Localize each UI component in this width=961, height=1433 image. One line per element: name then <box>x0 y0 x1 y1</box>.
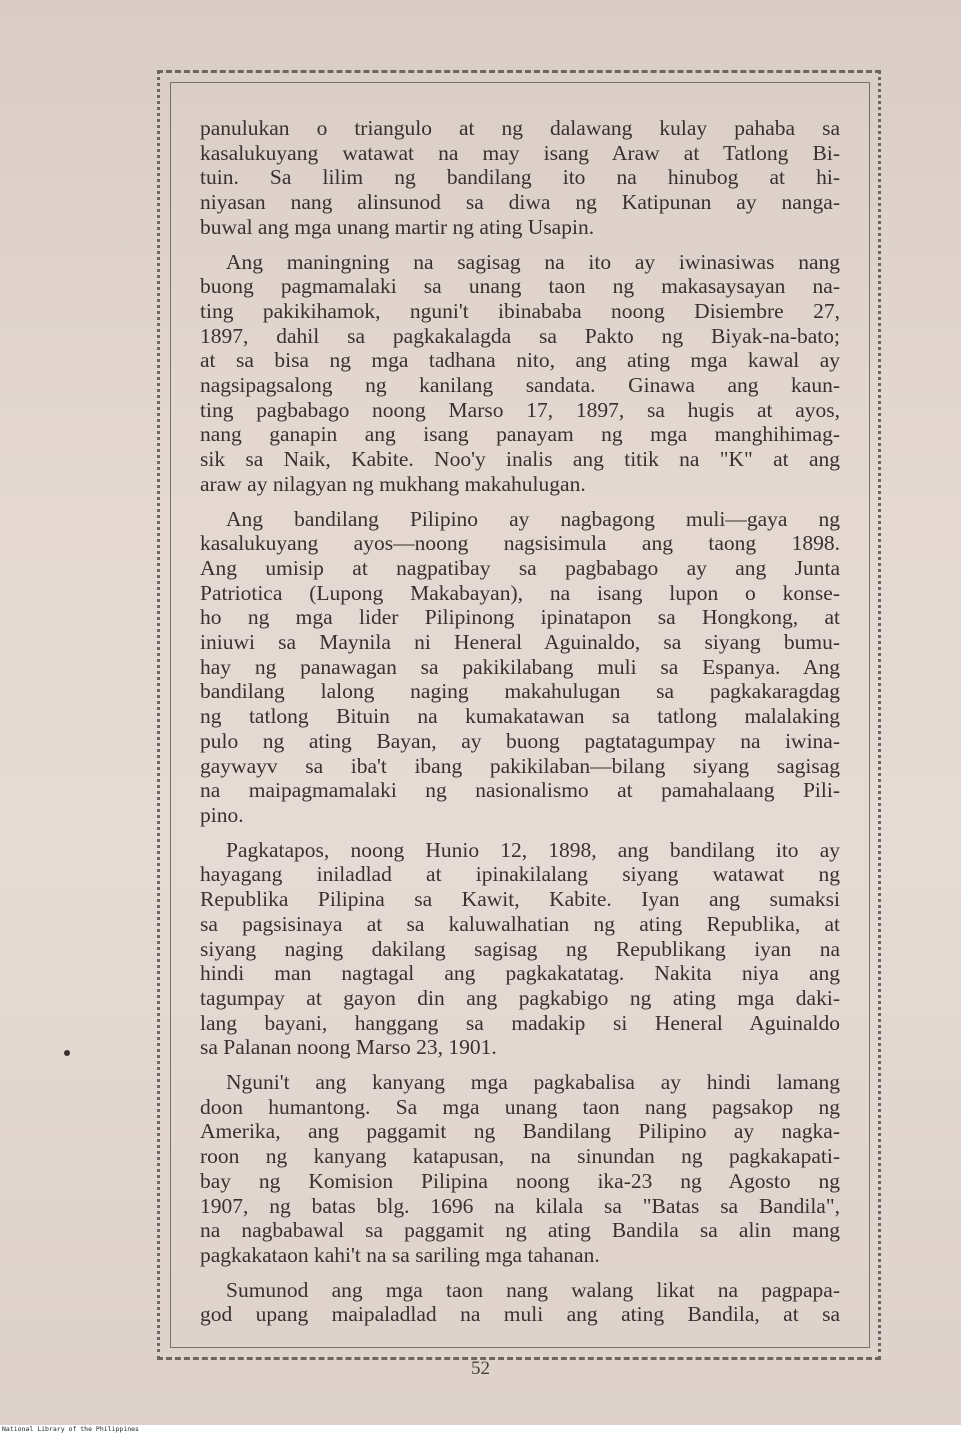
text-line: Ang umisip at nagpatibay sa pagbabago ay ang Junta <box>200 555 840 580</box>
text-line: lang bayani, hanggang sa madakip si Heneral Aguinaldo <box>200 1010 840 1035</box>
ink-speck <box>64 1050 70 1056</box>
text-line: at sa bisa ng mga tadhana nito, ang ating mga kawal ay <box>200 348 840 373</box>
text-line: pino. <box>200 802 244 827</box>
text-line: hindi man nagtagal ang pagkakatatag. Nakita niya ang <box>200 961 840 986</box>
text-line: sik sa Naik, Kabite. Noo'y inalis ang titik na "K" at ang <box>200 447 840 472</box>
text-line: Republika Pilipina sa Kawit, Kabite. Iyan ang sumaksi <box>200 887 840 912</box>
text-line: bandilang lalong naging makahulugan sa pagkakaragdag <box>200 679 840 704</box>
text-line: bay ng Komision Pilipina noong ika-23 ng Agosto ng <box>200 1168 840 1193</box>
text-line: Pagkatapos, noong Hunio 12, 1898, ang bandilang ito ay <box>226 837 840 862</box>
text-line: god upang maipaladlad na muli ang ating Bandila, at sa <box>200 1302 840 1327</box>
paragraph-4 <box>200 838 840 1060</box>
paragraph-5 <box>200 1070 840 1268</box>
text-line: sa Palanan noong Marso 23, 1901. <box>200 1035 497 1060</box>
text-line: sa pagsisinaya at sa kaluwalhatian ng ating Republika, at <box>200 911 840 936</box>
text-line: araw ay nilagyan ng mukhang makahulugan. <box>200 471 586 496</box>
text-line: buwal ang mga unang martir ng ating Usapin. <box>200 214 595 239</box>
text-line: nang ganapin ang isang panayam ng mga manghihimag- <box>200 422 840 447</box>
library-credit: National Library of the Philippines <box>2 1425 139 1433</box>
text-line: Nguni't ang kanyang mga pagkabalisa ay hindi lamang <box>226 1070 840 1095</box>
text-line: 1907, ng batas blg. 1696 na kilala sa "Batas sa Bandila", <box>200 1193 840 1218</box>
text-line: Ang bandilang Pilipino ay nagbagong muli—gaya ng <box>226 506 840 531</box>
text-line: roon ng kanyang katapusan, na sinundan ng pagkakapati- <box>200 1144 840 1169</box>
body-text <box>200 116 840 1337</box>
paragraph-6 <box>200 1278 840 1327</box>
text-line: pagkakataon kahi't na sa sariling mga tahanan. <box>200 1242 600 1267</box>
text-line: gaywayv sa iba't ibang pakikilaban—bilang siyang sagisag <box>200 753 840 778</box>
text-line: nagsipagsalong ng kanilang sandata. Ginawa ang kaun- <box>200 373 840 398</box>
text-line: ho ng mga lider Pilipinong ipinatapon sa Hongkong, at <box>200 605 840 630</box>
text-line: tagumpay at gayon din ang pagkabigo ng ating mga daki- <box>200 985 840 1010</box>
text-line: kasalukuyang watawat na may isang Araw at Tatlong Bi- <box>200 140 840 165</box>
text-line: buong pagmamalaki sa unang taon ng makasaysayan na- <box>200 274 840 299</box>
text-line: na nagbabawal sa paggamit ng ating Bandila sa alin mang <box>200 1218 840 1243</box>
text-line: tuin. Sa lilim ng bandilang ito na hinubog at hi- <box>200 165 840 190</box>
text-line: ting pakikihamok, nguni't ibinababa noong Disiembre 27, <box>200 298 840 323</box>
paragraph-3 <box>200 507 840 828</box>
text-line: kasalukuyang ayos—noong nagsisimula ang taong 1898. <box>200 531 840 556</box>
text-line: ting pagbabago noong Marso 17, 1897, sa hugis at ayos, <box>200 397 840 422</box>
text-line: hayagang iniladlad at ipinakilalang siyang watawat ng <box>200 862 840 887</box>
text-line: ng tatlong Bituin na kumakatawan sa tatlong malalaking <box>200 704 840 729</box>
text-line: iniuwi sa Maynila ni Heneral Aguinaldo, sa siyang bumu- <box>200 630 840 655</box>
text-line: Ang maningning na sagisag na ito ay iwinasiwas nang <box>226 249 840 274</box>
text-line: Patriotica (Lupong Makabayan), na isang lupon o konse- <box>200 580 840 605</box>
text-line: siyang naging dakilang sagisag ng Republikang iyan na <box>200 936 840 961</box>
text-line: niyasan nang alinsunod sa diwa ng Katipunan ay nanga- <box>200 190 840 215</box>
text-line: pulo ng ating Bayan, ay buong pagtatagumpay na iwina- <box>200 728 840 753</box>
paragraph-2 <box>200 250 840 497</box>
page-number: 52 <box>471 1358 490 1379</box>
text-line: Sumunod ang mga taon nang walang likat na pagpapa- <box>226 1277 840 1302</box>
text-line: na maipagmamalaki ng nasionalismo at pamahalaang Pili- <box>200 778 840 803</box>
footer-bar <box>0 1425 961 1433</box>
text-line: doon humantong. Sa mga unang taon nang pagsakop ng <box>200 1094 840 1119</box>
text-line: hay ng panawagan sa pakikilabang muli sa Espanya. Ang <box>200 654 840 679</box>
text-line: Amerika, ang paggamit ng Bandilang Pilipino ay nagka- <box>200 1119 840 1144</box>
text-line: 1897, dahil sa pagkakalagda sa Pakto ng Biyak-na-bato; <box>200 323 840 348</box>
paragraph-1 <box>200 116 840 240</box>
text-line: panulukan o triangulo at ng dalawang kulay pahaba sa <box>200 116 840 140</box>
